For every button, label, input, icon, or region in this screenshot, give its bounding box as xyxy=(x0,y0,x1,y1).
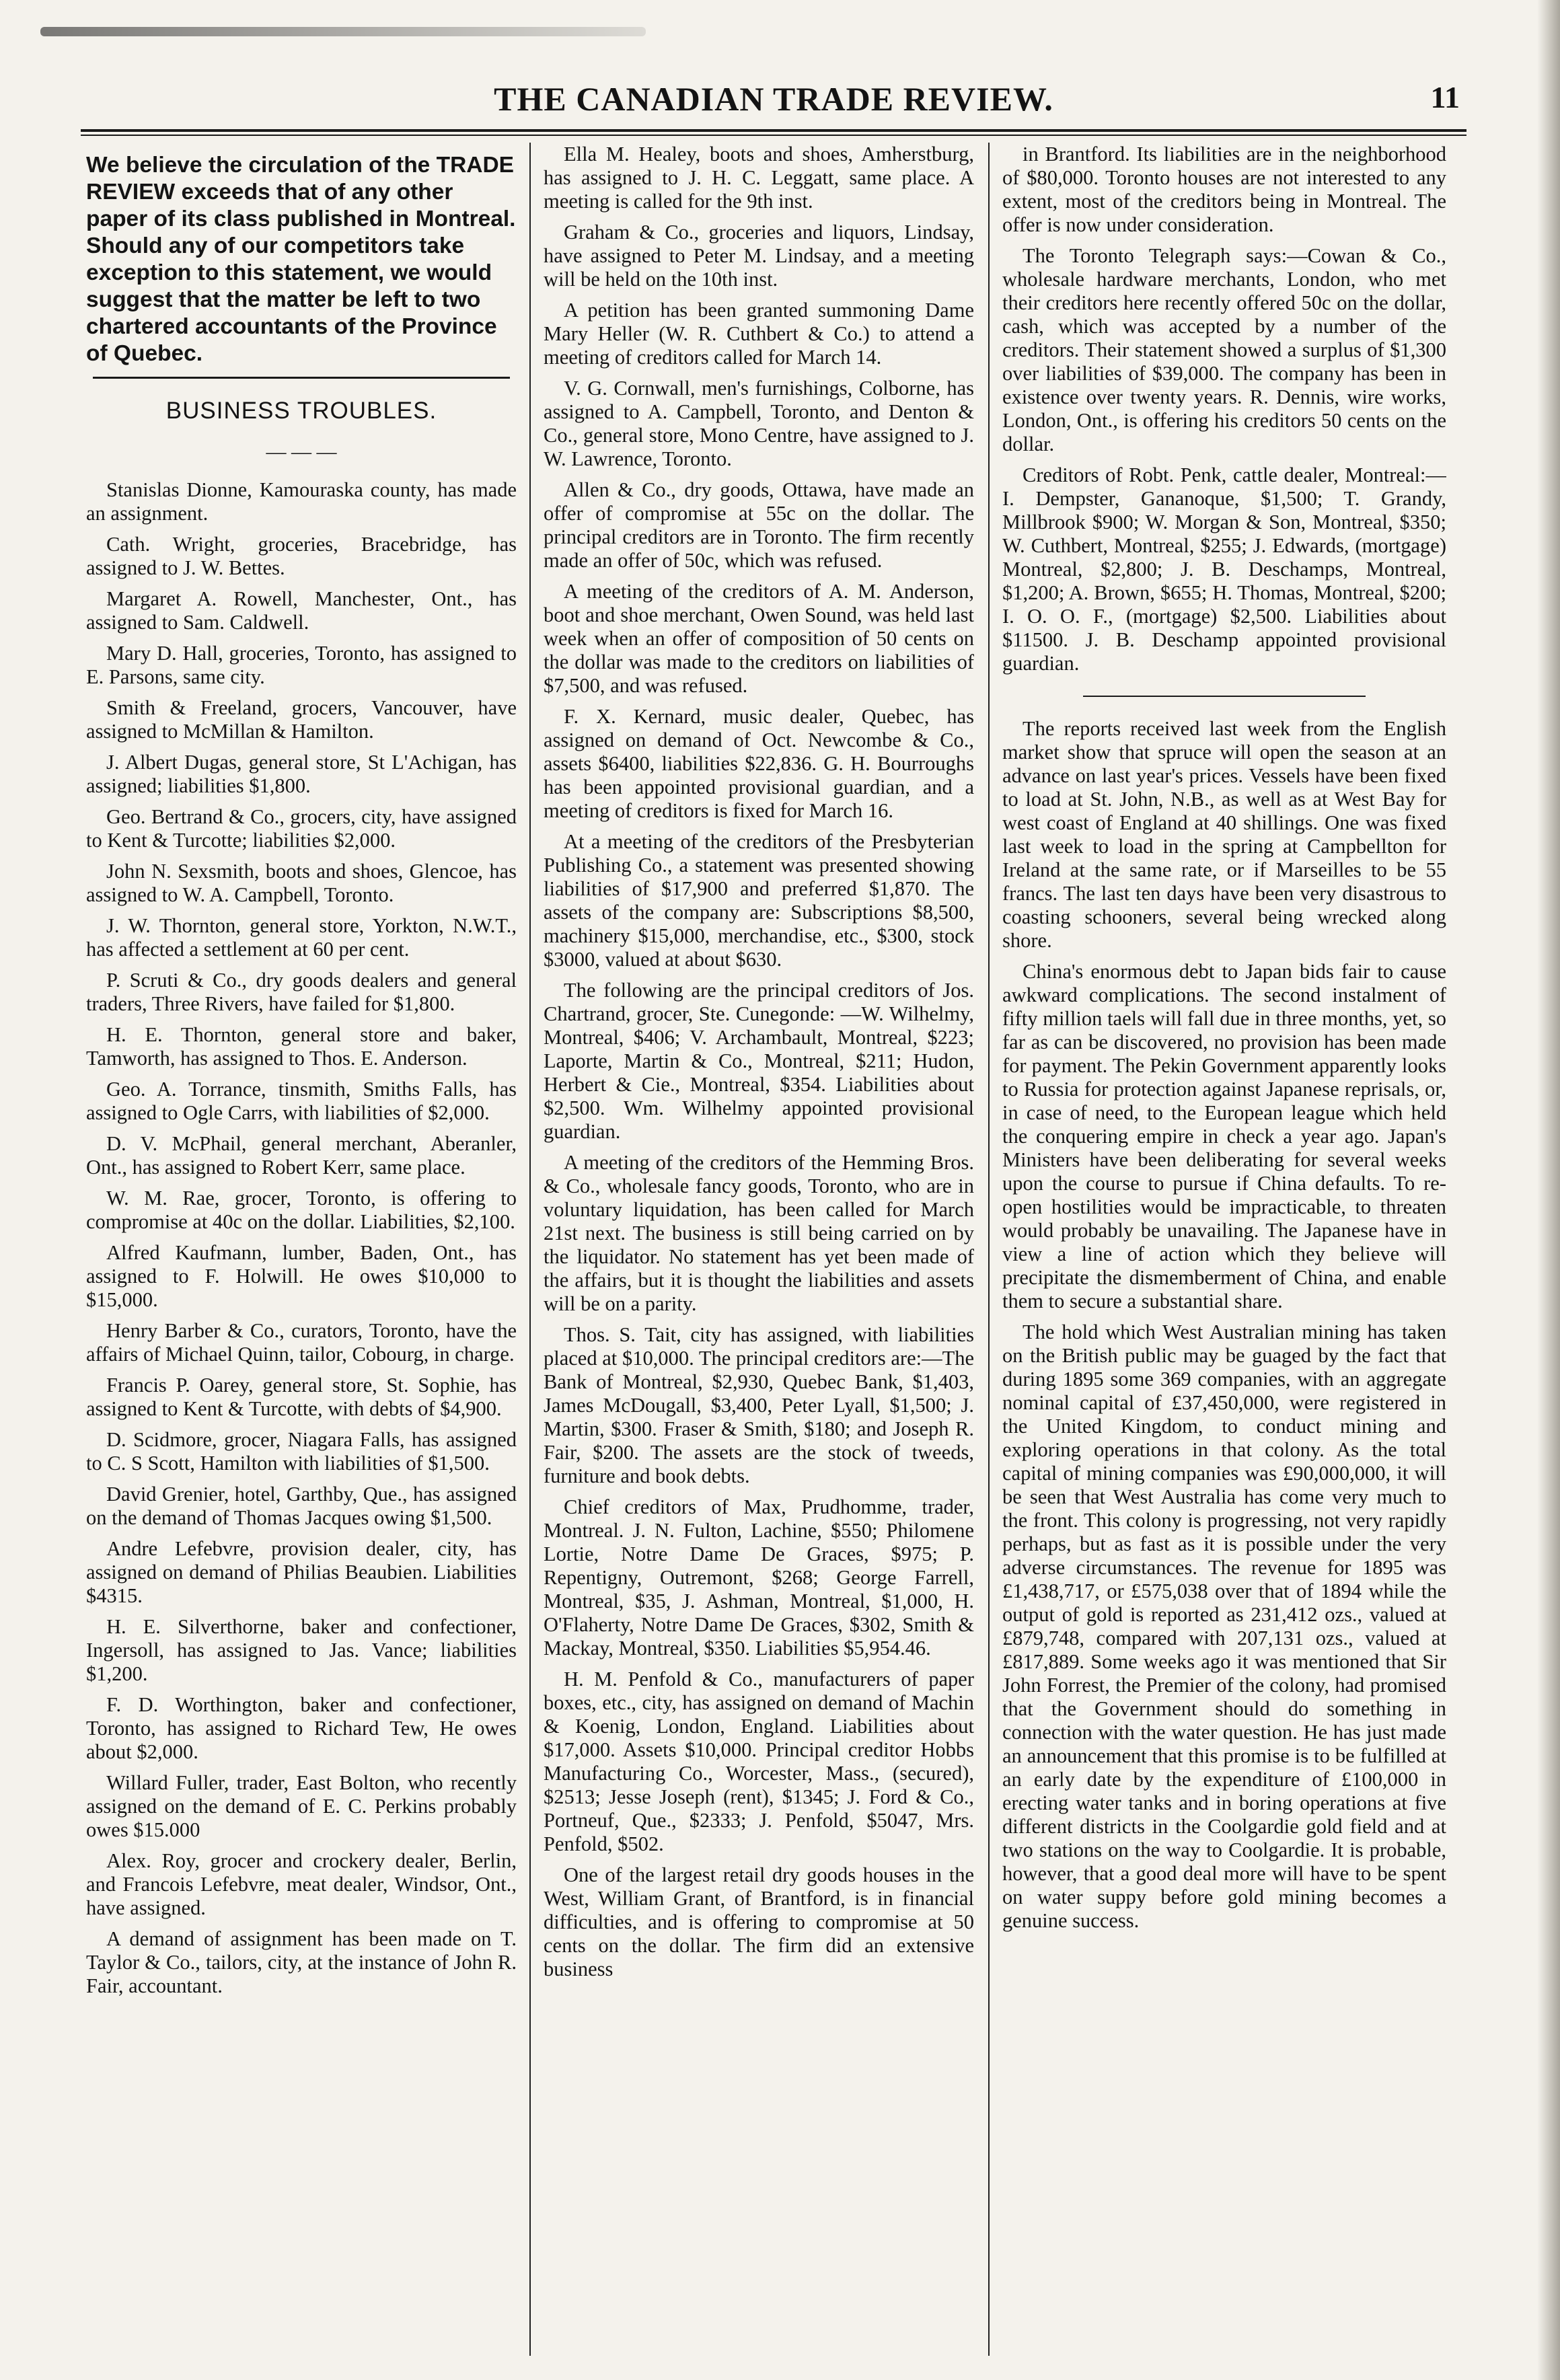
column-divider xyxy=(529,143,531,2356)
scan-smudge xyxy=(40,27,646,36)
news-item: A meeting of the creditors of the Hemming Bros. & Co., wholesale fancy goods, Toronto, who are in voluntary liquidation, has been called for March 21st next. The business is still being carried on by the liquidator. No statement has yet been made of the affairs, but it is thought the liabilities and assets will be on a parity. xyxy=(544,1151,974,1315)
news-item: Ella M. Healey, boots and shoes, Amherstburg, has assigned to J. H. C. Leggatt, same place. A meeting is called for the 9th inst. xyxy=(544,143,974,213)
news-item: The reports received last week from the English market show that spruce will open the season at an advance on last year's prices. Vessels have been fixed to load at St. John, N.B., as well as at West Bay for west coast of England at 40 shillings. One was fixed last week to load in the spring at Campbellton for Ireland at the same rate, or if Marseilles to be 55 francs. The last ten days have been very disastrous to coasting schooners, several being wrecked along shore. xyxy=(1002,717,1446,952)
masthead-rule-thin xyxy=(81,135,1466,136)
news-item: H. E. Thornton, general store and baker, Tamworth, has assigned to Thos. E. Anderson. xyxy=(86,1023,517,1070)
news-item: The Toronto Telegraph says:—Cowan & Co., wholesale hardware merchants, London, who met their creditors here recently offered 50c on the dollar, cash, which was accepted by a number of the creditors. Their statement showed a surplus of $1,300 over liabilities of $39,000. The company has been in existence over twenty years. R. Dennis, wire works, London, Ont., is offering his creditors 50 cents on the dollar. xyxy=(1002,244,1446,455)
news-item: A petition has been granted summoning Dame Mary Heller (W. R. Cuthbert & Co.) to attend a meeting of creditors called for March 14. xyxy=(544,299,974,369)
news-item: Mary D. Hall, groceries, Toronto, has assigned to E. Parsons, same city. xyxy=(86,642,517,688)
news-item: Chief creditors of Max, Prudhomme, trader, Montreal. J. N. Fulton, Lachine, $550; Philomene Lortie, Notre Dame De Graces, $975; P. Repentigny, Outremont, $268; George Farrell, Montreal, $35, J. Ashman, Montreal, $1,000, H. O'Flaherty, Notre Dame De Graces, $302, Smith & Mackay, Montreal, $350. Liabilities $5,954.46. xyxy=(544,1495,974,1660)
news-item: P. Scruti & Co., dry goods dealers and general traders, Three Rivers, have failed for $1,800. xyxy=(86,969,517,1015)
news-item: Margaret A. Rowell, Manchester, Ont., has assigned to Sam. Caldwell. xyxy=(86,587,517,634)
heading-separator: — — — xyxy=(266,441,337,463)
circulation-announcement: We believe the circulation of the TRADE REVIEW exceeds that of any other paper of its class published in Montreal. Should any of our competitors take exception to this statement, we would suggest that the matter be left to two chartered accountants of the Province of Quebec. xyxy=(86,153,516,366)
column-2 xyxy=(544,143,974,2356)
news-item: John N. Sexsmith, boots and shoes, Glencoe, has assigned to W. A. Campbell, Toronto. xyxy=(86,860,517,906)
masthead-rule xyxy=(81,129,1466,132)
news-item: D. Scidmore, grocer, Niagara Falls, has assigned to C. S Scott, Hamilton with liabilities of $1,500. xyxy=(86,1428,517,1475)
news-item: F. D. Worthington, baker and confectioner, Toronto, has assigned to Richard Tew, He owes about $2,000. xyxy=(86,1693,517,1763)
column-1 xyxy=(86,143,517,2356)
news-item: Henry Barber & Co., curators, Toronto, have the affairs of Michael Quinn, tailor, Cobourg, in charge. xyxy=(86,1319,517,1366)
news-item: A demand of assignment has been made on T. Taylor & Co., tailors, city, at the instance of John R. Fair, accountant. xyxy=(86,1927,517,1997)
news-item: H. E. Silverthorne, baker and confectioner, Ingersoll, has assigned to Jas. Vance; liabilities $1,200. xyxy=(86,1615,517,1685)
masthead xyxy=(81,79,1466,120)
news-item: Willard Fuller, trader, East Bolton, who recently assigned on the demand of E. C. Perkins probably owes $15.000 xyxy=(86,1771,517,1841)
news-item: Geo. Bertrand & Co., grocers, city, have assigned to Kent & Turcotte; liabilities $2,000. xyxy=(86,805,517,852)
news-item: Alfred Kaufmann, lumber, Baden, Ont., has assigned to F. Holwill. He owes $10,000 to $15,000. xyxy=(86,1241,517,1311)
news-item: Thos. S. Tait, city has assigned, with liabilities placed at $10,000. The principal creditors are:—The Bank of Montreal, $2,930, Quebec Bank, $1,403, James McDougall, $3,400, Peter Lyall, $1,500; J. Martin, $300. Fraser & Smith, $180; and Joseph R. Fair, $200. The assets are the stock of tweeds, furniture and book debts. xyxy=(544,1323,974,1487)
news-item: One of the largest retail dry goods houses in the West, William Grant, of Brantford, is in financial difficulties, and is offering to compromise at 50 cents on the dollar. The firm did an extensive business xyxy=(544,1863,974,1980)
news-item: Geo. A. Torrance, tinsmith, Smiths Falls, has assigned to Ogle Carrs, with liabilities of $2,000. xyxy=(86,1078,517,1124)
news-item: D. V. McPhail, general merchant, Aberanler, Ont., has assigned to Robert Kerr, same place. xyxy=(86,1132,517,1179)
section-heading: BUSINESS TROUBLES. xyxy=(165,398,437,424)
news-item: F. X. Kernard, music dealer, Quebec, has assigned on demand of Oct. Newcombe & Co., assets $6400, liabilities $22,836. G. H. Bourroughs has been appointed provisional guardian, and a meeting of creditors is fixed for March 16. xyxy=(544,705,974,822)
news-item: Cath. Wright, groceries, Bracebridge, has assigned to J. W. Bettes. xyxy=(86,533,517,579)
news-item: Graham & Co., groceries and liquors, Lindsay, have assigned to Peter M. Lindsay, and a meeting will be held on the 10th inst. xyxy=(544,221,974,291)
news-item: Alex. Roy, grocer and crockery dealer, Berlin, and Francois Lefebvre, meat dealer, Windsor, Ont., have assigned. xyxy=(86,1849,517,1919)
news-item: Smith & Freeland, grocers, Vancouver, have assigned to McMillan & Hamilton. xyxy=(86,696,517,743)
news-item: David Grenier, hotel, Garthby, Que., has assigned on the demand of Thomas Jacques owing $1,500. xyxy=(86,1483,517,1529)
news-item: Creditors of Robt. Penk, cattle dealer, Montreal:—I. Dempster, Gananoque, $1,500; T. Grandy, Millbrook $900; W. Morgan & Son, Montreal, $350; W. Cuthbert, Montreal, $255; J. Edwards, (mortgage) Montreal, $2,800; J. B. Deschamps, Montreal, $1,200; A. Brown, $655; H. Thomas, Montreal, $200; I. O. O. F., (mortgage) $2,500. Liabilities about $11500. J. B. Deschamp appointed provisional guardian. xyxy=(1002,463,1446,675)
news-item: J. W. Thornton, general store, Yorkton, N.W.T., has affected a settlement at 60 per cent. xyxy=(86,914,517,961)
news-item: W. M. Rae, grocer, Toronto, is offering to compromise at 40c on the dollar. Liabilities, $2,100. xyxy=(86,1187,517,1233)
news-item: Andre Lefebvre, provision dealer, city, has assigned on demand of Philias Beaubien. Liabilities $4315. xyxy=(86,1537,517,1607)
masthead-title: THE CANADIAN TRADE REVIEW. xyxy=(494,80,1053,118)
scan-edge xyxy=(1537,0,1560,2380)
column-3 xyxy=(1002,143,1446,2356)
news-item: Allen & Co., dry goods, Ottawa, have made an offer of compromise at 55c on the dollar. The principal creditors are in Toronto. The firm recently made an offer of 50c, which was refused. xyxy=(544,478,974,572)
section-rule xyxy=(93,377,510,379)
news-item: Stanislas Dionne, Kamouraska county, has made an assignment. xyxy=(86,478,517,525)
page-number: 11 xyxy=(1430,80,1460,114)
news-item: At a meeting of the creditors of the Presbyterian Publishing Co., a statement was presented showing liabilities of $17,900 and preferred $1,870. The assets of the company are: Subscriptions $8,500, machinery $15,000, merchandise, etc., $300, stock $3000, valued at about $630. xyxy=(544,830,974,971)
news-item: China's enormous debt to Japan bids fair to cause awkward complications. The second instalment of fifty million taels will fall due in three months, yet, so far as can be discovered, no provision has been made for payment. The Pekin Government apparently looks to Russia for protection against Japanese reprisals, or, in case of need, to the European league which held the conquering empire in check a year ago. Japan's Ministers have been deliberating for several weeks upon the course to pursue if China defaults. To re-open hostilities would be impracticable, to threaten would probably be unavailing. The Japanese have in view a line of action which they believe will precipitate the dismemberment of China, and enable them to secure a substantial share. xyxy=(1002,960,1446,1312)
news-item: in Brantford. Its liabilities are in the neighborhood of $80,000. Toronto houses are not interested to any extent, most of the creditors being in Montreal. The offer is now under consideration. xyxy=(1002,143,1446,236)
news-item: The following are the principal creditors of Jos. Chartrand, grocer, Ste. Cunegonde: —W. Wilhelmy, Montreal, $406; V. Archambault, Montreal, $223; Laporte, Martin & Co., Montreal, $211; Hudon, Herbert & Cie., Montreal, $354. Liabilities about $2,500. Wm. Wilhelmy appointed provisional guardian. xyxy=(544,979,974,1143)
news-item: The hold which West Australian mining has taken on the British public may be guaged by the fact that during 1895 some 369 companies, with an aggregate nominal capital of £37,450,000, were registered in the United Kingdom, to conduct mining and exploring operations in that colony. As the total capital of mining companies was £90,000,000, it will be seen that West Australia has come very much to the front. This colony is progressing, not very rapidly perhaps, but as fast as it is possible under the very adverse circumstances. The revenue for 1895 was £1,438,717, or £575,038 over that of 1894 while the output of gold is reported as 231,412 ozs., valued at £879,748, compared with 207,131 ozs., valued at £817,889. Some weeks ago it was mentioned that Sir John Forrest, the Premier of the colony, had promised that the Government should do something in connection with the water question. He has just made an announcement that this promise is to be fulfilled at an early date by the expenditure of £100,000 in erecting water tanks and in boring operations at five different districts in the Coolgardie gold field and at two stations on the way to Coolgardie. It is probable, however, that a good deal more will have to be spent on water suppy before gold mining becomes a genuine success. xyxy=(1002,1321,1446,1932)
section-rule xyxy=(1083,696,1366,697)
news-item: A meeting of the creditors of A. M. Anderson, boot and shoe merchant, Owen Sound, was held last week when an offer of composition of 50 cents on the dollar was made to the creditors on liabilities of $7,500, and was refused. xyxy=(544,580,974,697)
news-item: V. G. Cornwall, men's furnishings, Colborne, has assigned to A. Campbell, Toronto, and Denton & Co., general store, Mono Centre, have assigned to J. W. Lawrence, Toronto. xyxy=(544,377,974,470)
news-item: J. Albert Dugas, general store, St L'Achigan, has assigned; liabilities $1,800. xyxy=(86,751,517,797)
column-divider xyxy=(988,143,990,2356)
news-item: Francis P. Oarey, general store, St. Sophie, has assigned to Kent & Turcotte, with debts of $4,900. xyxy=(86,1374,517,1420)
news-item: H. M. Penfold & Co., manufacturers of paper boxes, etc., city, has assigned on demand of Machin & Koenig, London, England. Liabilities about $17,000. Assets $10,000. Principal creditor Hobbs Manufacturing Co., Worcester, Mass., (secured), $2513; Jesse Joseph (rent), $1345; J. Ford & Co., Portneuf, Que., $2333; J. Penfold, $5047, Mrs. Penfold, $502. xyxy=(544,1668,974,1855)
